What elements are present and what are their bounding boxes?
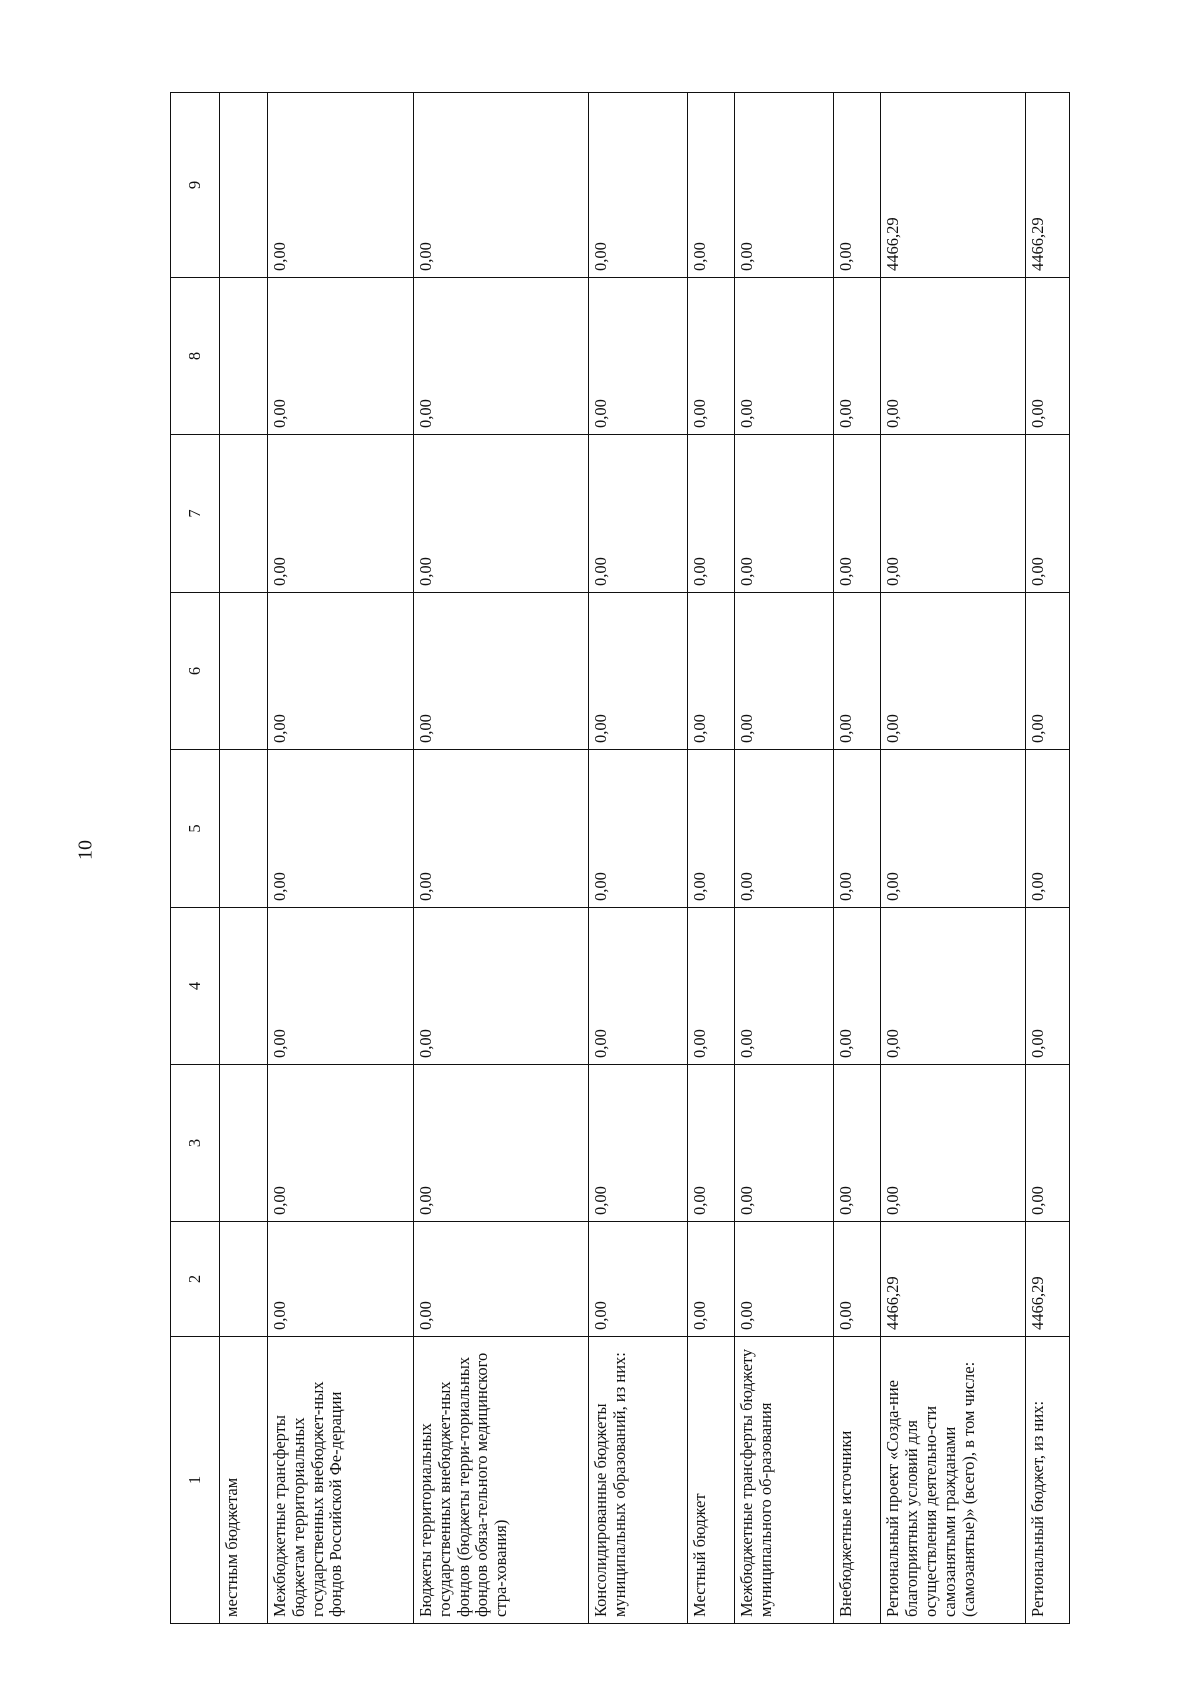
cell-value (220, 93, 267, 278)
column-header: 6 (171, 593, 220, 750)
page-number: 10 (74, 840, 97, 860)
budget-table (170, 92, 1070, 1624)
row-label: Региональный бюджет, из них: (1026, 1337, 1070, 1624)
cell-value: 0,00 (589, 93, 688, 278)
row-label: Местный бюджет (687, 1337, 734, 1624)
row-label: Межбюджетные трансферты бюджетам территориальных государственных внебюджет-ных фондов Российской Фе-дерации (267, 1337, 413, 1624)
header-row (171, 93, 220, 1624)
cell-value (220, 1065, 267, 1222)
cell-value: 0,00 (413, 278, 589, 435)
cell-value: 0,00 (413, 593, 589, 750)
table-row (833, 93, 880, 1624)
cell-value: 0,00 (589, 278, 688, 435)
cell-value: 0,00 (1026, 1065, 1070, 1222)
column-header: 8 (171, 278, 220, 435)
cell-value: 0,00 (735, 1065, 834, 1222)
table-row (881, 93, 1026, 1624)
table-row (589, 93, 688, 1624)
cell-value: 0,00 (687, 1222, 734, 1337)
column-header: 7 (171, 435, 220, 593)
cell-value (220, 1222, 267, 1337)
cell-value: 0,00 (687, 1065, 734, 1222)
cell-value: 0,00 (881, 908, 1026, 1065)
table-row (735, 93, 834, 1624)
column-header: 1 (171, 1337, 220, 1624)
cell-value: 0,00 (881, 750, 1026, 908)
cell-value: 0,00 (881, 593, 1026, 750)
cell-value: 0,00 (687, 435, 734, 593)
row-label: Межбюджетные трансферты бюджету муниципального об-разования (735, 1337, 834, 1624)
cell-value: 0,00 (735, 1222, 834, 1337)
cell-value: 0,00 (881, 278, 1026, 435)
cell-value: 0,00 (413, 435, 589, 593)
column-header: 4 (171, 908, 220, 1065)
table-row (413, 93, 589, 1624)
cell-value: 0,00 (267, 908, 413, 1065)
cell-value: 0,00 (735, 750, 834, 908)
cell-value: 0,00 (881, 435, 1026, 593)
cell-value: 0,00 (833, 435, 880, 593)
cell-value: 0,00 (589, 750, 688, 908)
cell-value: 0,00 (267, 435, 413, 593)
cell-value (220, 750, 267, 908)
cell-value (220, 435, 267, 593)
row-label: Консолидированные бюджеты муниципальных образований, из них: (589, 1337, 688, 1624)
cell-value: 0,00 (1026, 593, 1070, 750)
column-header: 2 (171, 1222, 220, 1337)
cell-value: 0,00 (687, 593, 734, 750)
cell-value: 0,00 (589, 1222, 688, 1337)
cell-value: 0,00 (735, 593, 834, 750)
cell-value: 0,00 (735, 278, 834, 435)
cell-value: 0,00 (413, 1222, 589, 1337)
cell-value: 0,00 (833, 908, 880, 1065)
cell-value: 4466,29 (1026, 93, 1070, 278)
budget-table-container (170, 93, 1070, 1624)
cell-value: 0,00 (1026, 435, 1070, 593)
column-header: 3 (171, 1065, 220, 1222)
cell-value: 0,00 (267, 278, 413, 435)
table-row (687, 93, 734, 1624)
cell-value: 0,00 (413, 908, 589, 1065)
cell-value: 0,00 (589, 1065, 688, 1222)
cell-value: 0,00 (413, 1065, 589, 1222)
cell-value: 0,00 (589, 435, 688, 593)
cell-value: 0,00 (833, 1065, 880, 1222)
cell-value: 0,00 (1026, 750, 1070, 908)
cell-value: 0,00 (833, 593, 880, 750)
column-header: 5 (171, 750, 220, 908)
cell-value: 0,00 (735, 435, 834, 593)
cell-value: 0,00 (833, 750, 880, 908)
cell-value: 0,00 (267, 593, 413, 750)
cell-value: 0,00 (267, 750, 413, 908)
cell-value (220, 908, 267, 1065)
row-label: Внебюджетные источники (833, 1337, 880, 1624)
table-row (1026, 93, 1070, 1624)
cell-value: 4466,29 (1026, 1222, 1070, 1337)
budget-table-body (171, 93, 1070, 1624)
cell-value: 0,00 (735, 908, 834, 1065)
cell-value: 0,00 (267, 93, 413, 278)
cell-value (220, 593, 267, 750)
cell-value: 0,00 (833, 93, 880, 278)
cell-value: 0,00 (589, 908, 688, 1065)
cell-value: 0,00 (833, 1222, 880, 1337)
cell-value: 0,00 (267, 1065, 413, 1222)
cell-value: 0,00 (881, 1065, 1026, 1222)
table-row (267, 93, 413, 1624)
cell-value: 4466,29 (881, 93, 1026, 278)
cell-value: 0,00 (687, 750, 734, 908)
cell-value: 0,00 (687, 278, 734, 435)
cell-value: 0,00 (589, 593, 688, 750)
column-header: 9 (171, 93, 220, 278)
cell-value: 4466,29 (881, 1222, 1026, 1337)
row-label: местным бюджетам (220, 1337, 267, 1624)
cell-value: 0,00 (1026, 908, 1070, 1065)
cell-value: 0,00 (687, 908, 734, 1065)
cell-value: 0,00 (267, 1222, 413, 1337)
cell-value: 0,00 (1026, 278, 1070, 435)
row-label: Бюджеты территориальных государственных внебюджет-ных фондов (бюджеты терри-ториальных фондов обяза-тельного медицинского стра-хования) (413, 1337, 589, 1624)
row-label: Региональный проект «Созда-ние благоприятных условий для осуществления деятельно-сти самозанятыми гражданами (самозанятые)» (всего), в том числе: (881, 1337, 1026, 1624)
cell-value: 0,00 (413, 750, 589, 908)
cell-value: 0,00 (735, 93, 834, 278)
cell-value (220, 278, 267, 435)
cell-value: 0,00 (687, 93, 734, 278)
cell-value: 0,00 (413, 93, 589, 278)
cell-value: 0,00 (833, 278, 880, 435)
table-row (220, 93, 267, 1624)
